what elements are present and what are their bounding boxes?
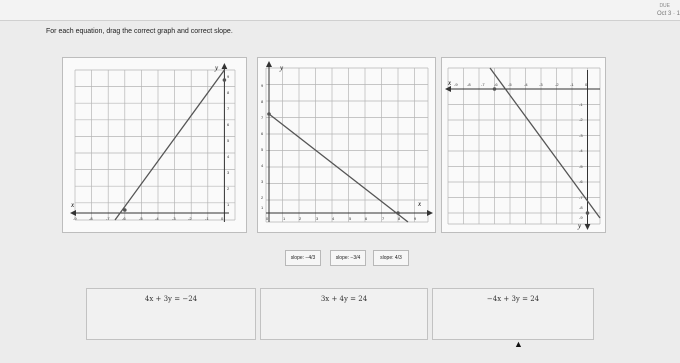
graph-3-y-tick: -4: [579, 148, 583, 153]
graph-1-y-tick: 6: [227, 122, 230, 127]
graph-3-x-tick: -9: [454, 82, 458, 87]
graph-1-y-tick: 2: [227, 186, 230, 191]
graph-3-point: [586, 211, 590, 215]
drop-zone-2[interactable]: [260, 288, 428, 340]
graph-3-x-tick: -5: [508, 82, 512, 87]
graph-1-svg: [63, 58, 246, 232]
drop-zone-1[interactable]: [86, 288, 256, 340]
graph-2-x-tick: 3: [316, 216, 319, 221]
graph-1-grid: [75, 70, 235, 220]
graph-2-x-tick: 5: [349, 216, 352, 221]
graph-2-x-tick: 8: [398, 216, 401, 221]
graph-1-y-tick: 7: [227, 106, 230, 111]
mouse-cursor-icon: ▲: [514, 339, 523, 349]
graph-2-x-tick: 0: [266, 216, 269, 221]
graph-3-x-tick: 0: [585, 82, 588, 87]
graph-3-y-tick: -8: [579, 205, 583, 210]
graph-1-x-tick: -2: [188, 216, 192, 221]
graph-1-y-tick: 4: [227, 154, 230, 159]
graph-3-x-tick: -3: [539, 82, 543, 87]
graph-1-point: [123, 208, 127, 212]
drop-zone-3[interactable]: [432, 288, 594, 340]
graph-1-y-tick: 9: [227, 74, 230, 79]
graph-2-y-label: y: [280, 64, 284, 72]
graph-2-grid: [266, 68, 428, 222]
graph-2-point: [396, 211, 400, 215]
graph-1-y-tick-labels: [227, 74, 230, 207]
graph-3-y-tick: -6: [579, 179, 583, 184]
graph-1-x-label: x: [71, 201, 75, 209]
graph-3-x-tick: -8: [467, 82, 471, 87]
graph-2-x-tick-labels: [266, 216, 417, 221]
graph-3-x-tick: -4: [524, 82, 528, 87]
graph-2-y-tick: 7: [261, 115, 264, 120]
due-date: Oct 3 · 1: [656, 11, 680, 17]
graph-2-x-tick: 7: [382, 216, 385, 221]
graph-1-y-tick: 3: [227, 170, 230, 175]
graph-2-y-tick: 8: [261, 99, 264, 104]
graph-2-y-tick: 6: [261, 131, 264, 136]
graph-3-y-label: y: [578, 222, 582, 230]
due-label: DUE: [659, 3, 670, 9]
graph-2-y-tick: 2: [261, 195, 264, 200]
graph-3-x-tick: -6: [494, 82, 498, 87]
graph-3-x-tick-labels: [454, 82, 588, 87]
graph-2-point: [267, 112, 271, 116]
graph-2-y-tick: 4: [261, 163, 264, 168]
graph-1-y-tick: 5: [227, 138, 230, 143]
graph-2-y-tick: 1: [261, 205, 264, 210]
graph-2-x-tick: 2: [299, 216, 302, 221]
graph-3-x-tick: -7: [481, 82, 485, 87]
slope-chip-1[interactable]: slope: −4/3: [285, 250, 321, 266]
graph-3-y-arrow: [585, 224, 591, 230]
graph-1-x-tick: 0: [221, 216, 224, 221]
equation-label-2: 3x + 4y = 24: [320, 295, 368, 303]
graph-1-x-tick: -6: [122, 216, 126, 221]
graph-2-x-tick: 9: [414, 216, 417, 221]
graph-2-y-tick: 5: [261, 147, 264, 152]
graph-2-y-tick-labels: [261, 83, 264, 210]
graph-1-y-label: y: [215, 64, 219, 72]
graph-3-grid: [448, 68, 600, 224]
graph-3-y-tick: -2: [579, 117, 583, 122]
graph-1-x-tick: -8: [89, 216, 93, 221]
graph-2-x-tick: 6: [365, 216, 368, 221]
graph-3-x-tick: -1: [570, 82, 574, 87]
graph-3-y-tick: -3: [579, 133, 583, 138]
graph-2-x-label: x: [418, 200, 422, 208]
graph-3-x-label: x: [448, 79, 452, 87]
graph-3-y-tick: -9: [579, 215, 583, 220]
graph-3-svg: [442, 58, 605, 232]
graph-1-x-tick: -7: [106, 216, 110, 221]
instructions: For each equation, drag the correct graph and correct slope.: [46, 28, 233, 35]
graph-1-y-tick: 8: [227, 90, 230, 95]
graph-2-x-arrow: [427, 210, 433, 216]
graph-3-y-tick: -1: [579, 102, 583, 107]
graph-3-y-tick: -7: [579, 195, 583, 200]
graph-card-3[interactable]: [441, 57, 606, 233]
graph-card-2[interactable]: [257, 57, 436, 233]
equation-label-1: 4x + 3y = −24: [144, 295, 198, 303]
graph-2-svg: [258, 58, 435, 232]
graph-1-x-tick: -3: [172, 216, 176, 221]
graph-card-1[interactable]: [62, 57, 247, 233]
graph-2-x-tick: 1: [283, 216, 286, 221]
graph-1-y-arrow: [222, 63, 228, 69]
graph-1-x-tick: -5: [139, 216, 143, 221]
graph-2-y-tick: 9: [261, 83, 264, 88]
graph-1-x-tick: -4: [155, 216, 159, 221]
graph-1-point: [223, 78, 227, 82]
slope-chip-3[interactable]: slope: 4/3: [373, 250, 409, 266]
graph-2-x-tick: 4: [332, 216, 335, 221]
graph-3-y-tick: -5: [579, 164, 583, 169]
graph-1-x-tick: -1: [205, 216, 209, 221]
top-bar: [0, 0, 680, 21]
graph-2-plotted-line: [269, 114, 408, 222]
graph-1-y-tick: 1: [227, 202, 230, 207]
graph-3-plotted-line: [490, 68, 600, 218]
graph-1-x-tick: -9: [73, 216, 77, 221]
graph-3-x-tick: -2: [555, 82, 559, 87]
graph-2-y-tick: 3: [261, 179, 264, 184]
graph-2-y-arrow: [266, 61, 272, 67]
slope-chip-2[interactable]: slope: −3/4: [330, 250, 366, 266]
graph-3-point: [493, 87, 497, 91]
equation-label-3: −4x + 3y = 24: [486, 295, 540, 303]
